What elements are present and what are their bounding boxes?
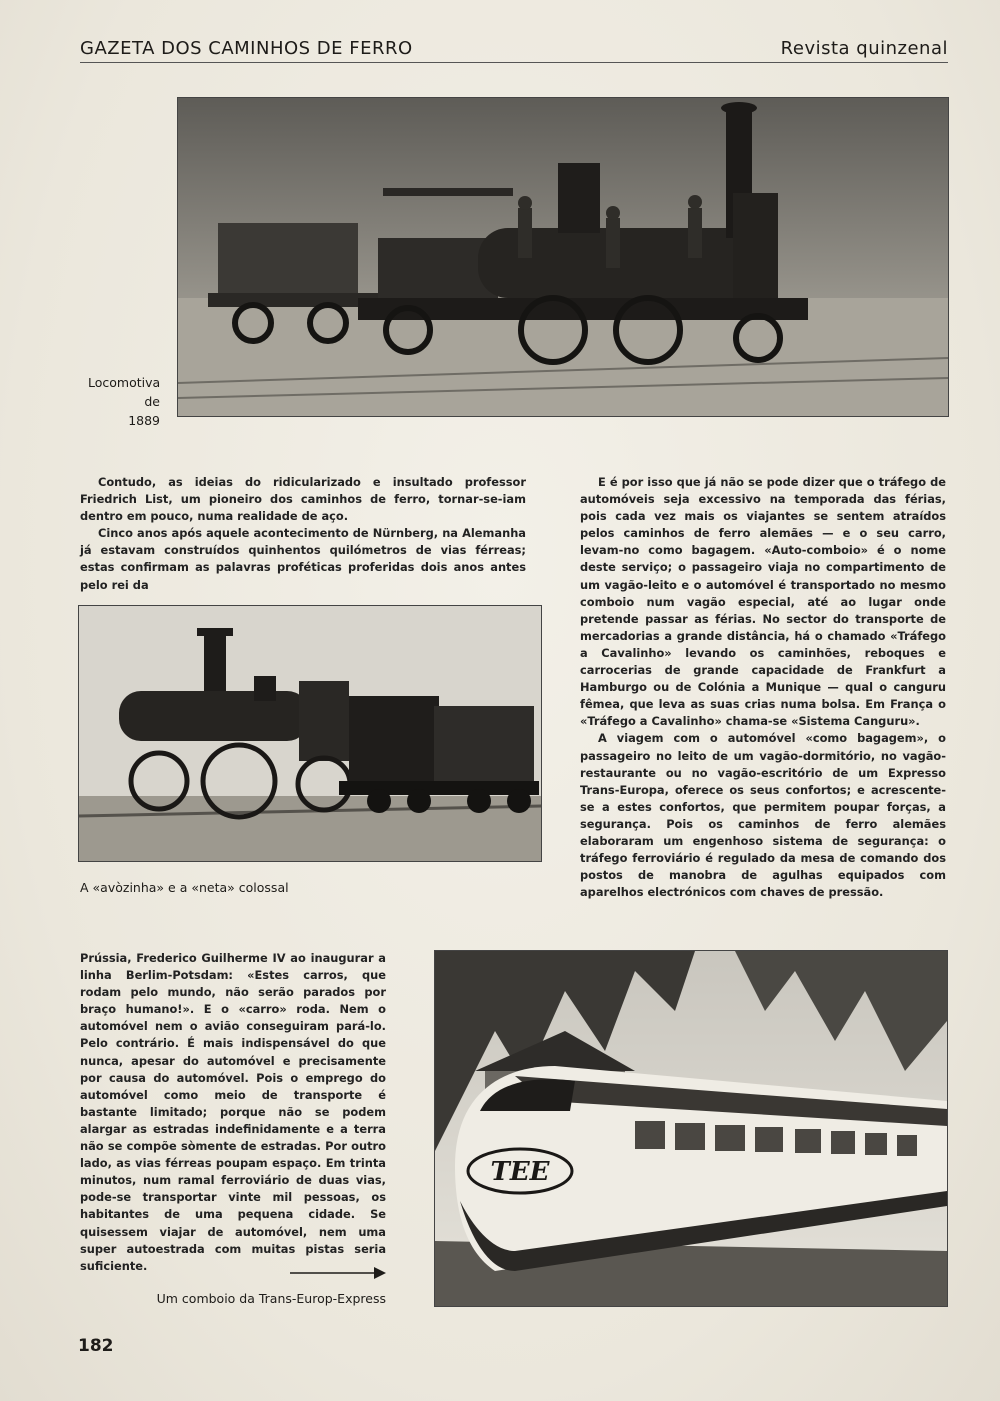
text-right-column: E é por isso que já não se pode dizer que o tráfego de automóveis seja excessivo na temporada das férias, pois cada vez mais os viajantes se sentem atraídos pelos caminhos de ferro alemães — e o seu carro, levam-no como bagagem. «Auto-comboio» é o nome deste serviço; o passageiro viaja no compartimento de um vagão-leito e o automóvel é transportado no mesmo comboio num vagão especial, até ao lugar onde pretende passar as férias. No sector do transporte de mercadorias a grande distância, há o chamado «Tráfego a Cavalinho» levando os caminhões, reboques e carrocerias de grande capacidade de Frankfurt a Hamburgo ou de Colónia a Munique — qual o canguru fêmea, que leva as suas crias numa bolsa. Em França o «Tráfego a Cavalinho» chama-se «Sistema Canguru». A viagem com o automóvel «como bagagem», o passageiro no leito de um vagão-dormitório, no vagão-restaurante ou no vagão-escritório de um Expresso Trans-Europa, oferece os seus confortos; e acrescente-se a estes confortos, que permitem poupar forças, a segurança. Pois os caminhos de ferro alemães elaboraram um engenhoso sistema de segurança: o tráfego ferroviário é regulado da mesa de comando dos postos de manobra de agulhas equipados com aparelhos electrónicos com chaves de pressão.: [580, 475, 946, 900]
running-header-title: GAZETA DOS CAMINHOS DE FERRO: [80, 38, 413, 59]
photo-tee-train: [434, 950, 948, 1307]
text-left-bottom: Prússia, Frederico Guilherme IV ao inaugurar a linha Berlim-Potsdam: «Estes carros, que rodam pelo mundo, não serão parados por braço humano!». E o «carro» roda. Nem o automóvel nem o avião conseguiram pará-lo. Pelo contrário. É mais indispensável do que nunca, apesar do automóvel e precisamente por causa do automóvel. Pois o emprego do automóvel como meio de transporte é bastante limitado; porque não se podem alargar as estradas indefinidamente e a terra não se compõe sòmente de estradas. Por outro lado, as vias férreas poupam espaço. Em trinta minutos, num ramal ferroviário de duas vias, pode-se transportar vinte mil pessoas, os habitantes de uma pequena cidade. Se quisessem viajar de automóvel, nem uma super autoestrada com muitas pistas seria suficiente.: [80, 951, 386, 1273]
page-number: 182: [78, 1336, 114, 1356]
photo-old-and-new-locomotive: [78, 605, 542, 862]
text-left-top: Contudo, as ideias do ridicularizado e insultado professor Friedrich List, um pioneiro dos caminhos de ferro, tornar-se-iam dentro em pouco, numa realidade de aço. Cinco anos após aquele acontecimento de Nürnberg, na Alemanha já estavam construídos quinhentos quilómetros de vias férreas; estas confirmam as palavras proféticas proferidas dois anos antes pelo rei da: [80, 475, 526, 592]
caption-locomotive-1889: Locomotiva de 1889: [88, 375, 161, 428]
caption-tee-train: Um comboio da Trans-Europ-Express: [156, 1291, 386, 1306]
tee-logo: TEE: [490, 1157, 550, 1187]
photo-locomotive-1889: [177, 97, 949, 417]
header-rule: [80, 62, 948, 63]
caption-old-and-new-locomotive: A «avòzinha» e a «neta» colossal: [80, 880, 289, 895]
arrow-right-icon: [290, 1266, 386, 1280]
running-header-subtitle: Revista quinzenal: [780, 38, 948, 59]
